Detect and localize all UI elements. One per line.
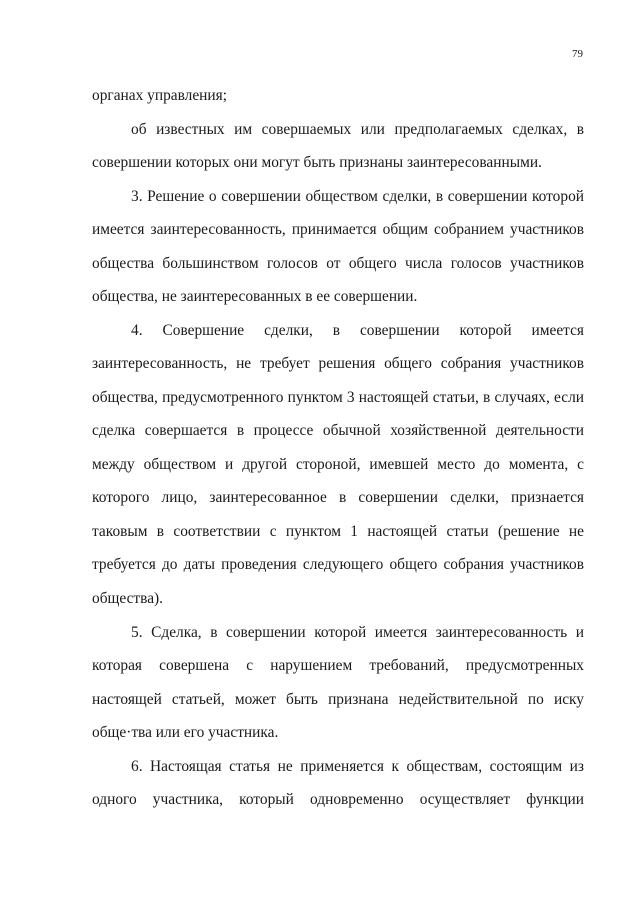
text-line: одного участника, который одновременно осуществляет функции (92, 791, 584, 808)
text-line: общества большинством голосов от общего числа голосов участников (92, 255, 584, 272)
text-line: совершении которых они могут быть признаны заинтересованными. (92, 154, 542, 171)
page-number: 79 (572, 48, 583, 60)
text-line: которая совершена с нарушением требований, предусмотренных (92, 657, 584, 674)
text-line: обще·тва или его участника. (92, 724, 279, 741)
text-line: об известных им совершаемых или предполагаемых сделках, в (131, 121, 584, 138)
text-line: 5. Сделка, в совершении которой имеется заинтересованность и (131, 624, 584, 641)
text-line: настоящей статьей, может быть признана недействительной по иску (92, 691, 584, 708)
text-line: сделка совершается в процессе обычной хозяйственной деятельности (92, 422, 584, 439)
text-line: имеется заинтересованность, принимается общим собранием участников (92, 221, 584, 238)
text-line: общества, предусмотренного пунктом 3 настоящей статьи, в случаях, если (92, 389, 584, 406)
text-line: требуется до даты проведения следующего общего собрания участников (92, 556, 584, 573)
text-line: которого лицо, заинтересованное в совершении сделки, признается (92, 489, 584, 506)
text-line: 4. Совершение сделки, в совершении которой имеется (131, 322, 584, 339)
text-line: общества). (92, 590, 164, 607)
text-line: общества, не заинтересованных в ее совершении. (92, 288, 418, 305)
text-line: таковым в соответствии с пунктом 1 настоящей статьи (решение не (92, 523, 584, 540)
text-line: 6. Настоящая статья не применяется к обществам, состоящим из (131, 758, 584, 775)
text-line: органах управления; (92, 87, 228, 104)
text-line: между обществом и другой стороной, имевшей место до момента, с (92, 456, 584, 473)
text-line: 3. Решение о совершении обществом сделки, в совершении которой (131, 188, 584, 205)
text-line: заинтересованность, не требует решения общего собрания участников (92, 355, 584, 372)
